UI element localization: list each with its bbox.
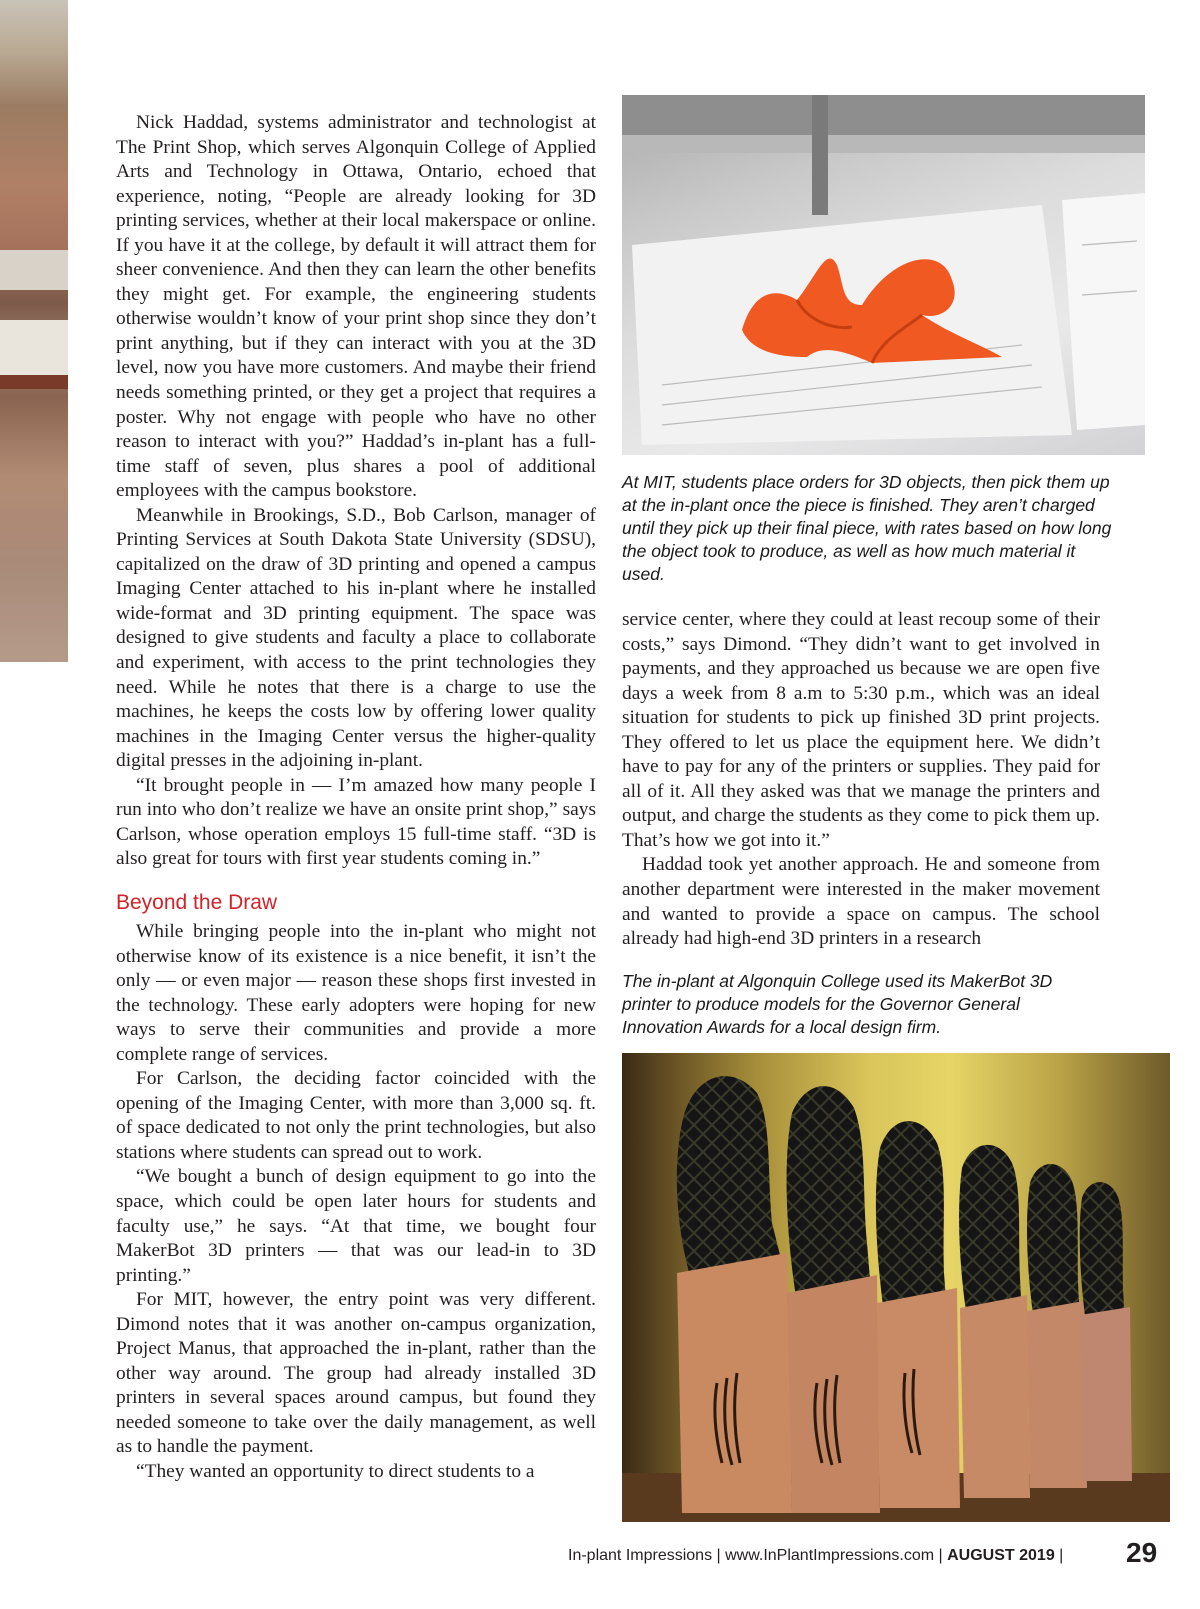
algonquin-photo-caption: The in-plant at Algonquin College used its MakerBot 3D printer to produce models for the Governor General Innovation Awards for a local design firm.: [622, 971, 1053, 1037]
paragraph: “They wanted an opportunity to direct students to a: [136, 1460, 535, 1482]
page-footer: In-plant Impressions | www.InPlantImpressions.com | AUGUST 2019 |: [568, 1547, 1064, 1564]
award-models-illustration: [622, 1053, 1170, 1522]
paragraph: Haddad took yet another approach. He and someone from another department were interested in the maker movement and wanted to provide a space on campus. The school already had high-end 3D printers in a research: [622, 854, 1100, 950]
paragraph: For Carlson, the deciding factor coincided with the opening of the Imaging Center, with more than 3,000 sq. ft. of space dedicated to not only the print technologies, but also stations where students can spread out to work.: [116, 1068, 596, 1163]
orange-print-illustration: [622, 95, 1145, 455]
paragraph: “We bought a bunch of design equipment to go into the space, which could be open later hours for students and faculty use,” he says. “At that time, we bought four MakerBot 3D printers — that was our lead-in to 3D printing.”: [116, 1166, 596, 1286]
mit-3d-print-photo: [622, 95, 1145, 455]
publication-url: www.InPlantImpressions.com: [725, 1547, 935, 1564]
left-text-column: [116, 111, 596, 1485]
algonquin-awards-photo: [622, 1053, 1170, 1522]
paragraph: Nick Haddad, systems administrator and technologist at The Print Shop, which serves Algonquin College of Applied Arts and Technology in Ottawa, Ontario, echoed that experience, noting, “People are already looking for 3D printing services, whether at their local makerspace or online. If you have it at the college, by default it will attract them for sheer convenience. And then they can learn the other benefits they might get. For example, the engineering students otherwise wouldn’t know of your print shop since they don’t print anything, but if they can interact with you at the 3D level, now you have more customers. And maybe their friend needs something printed, or they get a project that requires a poster. Why not engage with people who have no other reason to interact with you?” Haddad’s in-plant has a full-time staff of seven, plus shares a pool of additional employees with the campus bookstore.: [116, 112, 596, 502]
paragraph: “It brought people in — I’m amazed how many people I run into who don’t realize we have an onsite print shop,” says Carlson, whose operation employs 15 full-time staff. “3D is also great for tours with first year students coming in.”: [116, 774, 596, 870]
page-number: 29: [1126, 1537, 1158, 1568]
edge-photo-strip: [0, 0, 68, 662]
right-text-column: [622, 608, 1100, 952]
paragraph: For MIT, however, the entry point was very different. Dimond notes that it was another on-campus organization, Project Manus, that approached the in-plant, rather than the other way around. The group had already installed 3D printers in several spaces around campus, but found they needed someone to take over the daily management, as well as to handle the payment.: [116, 1289, 596, 1458]
paragraph: While bringing people into the in-plant who might not otherwise know of its existence is a nice benefit, it isn’t the only — or even major — reason these shops first invested in the technology. These early adopters were hoping for new ways to serve their communities and provide a more complete range of services.: [116, 920, 596, 1065]
section-subhead: Beyond the Draw: [116, 890, 278, 914]
publication-name: In-plant Impressions: [568, 1547, 713, 1564]
paragraph: Meanwhile in Brookings, S.D., Bob Carlson, manager of Printing Services at South Dakota State University (SDSU), capitalized on the draw of 3D printing and opened a campus Imaging Center attached to his in-plant where he installed wide-format and 3D printing equipment. The space was designed to give students and faculty a place to collaborate and experiment, with access to the print technologies they need. While he notes that there is a charge to use the machines, he keeps the costs low by offering lower quality machines in the Imaging Center versus the higher-quality digital presses in the adjoining in-plant.: [116, 504, 596, 772]
mit-photo-caption: At MIT, students place orders for 3D objects, then pick them up at the in-plant once the piece is finished. They aren’t charged until they pick up their final piece, with rates based on how long the object took to produce, as well as how much material it used.: [622, 472, 1112, 584]
paragraph: service center, where they could at least recoup some of their costs,” says Dimond. “They didn’t want to get involved in payments, and they approached us because we are open five days a week from 8 a.m to 5:30 p.m., which was an ideal situation for students to pick up finished 3D print projects. They offered to let us place the equipment here. We didn’t have to pay for any of the printers or supplies. They paid for all of it. All they asked was that we manage the printers and output, and charge the students as they come to pick them up. That’s how we got into it.”: [622, 609, 1100, 851]
issue-date: AUGUST 2019: [947, 1547, 1055, 1564]
